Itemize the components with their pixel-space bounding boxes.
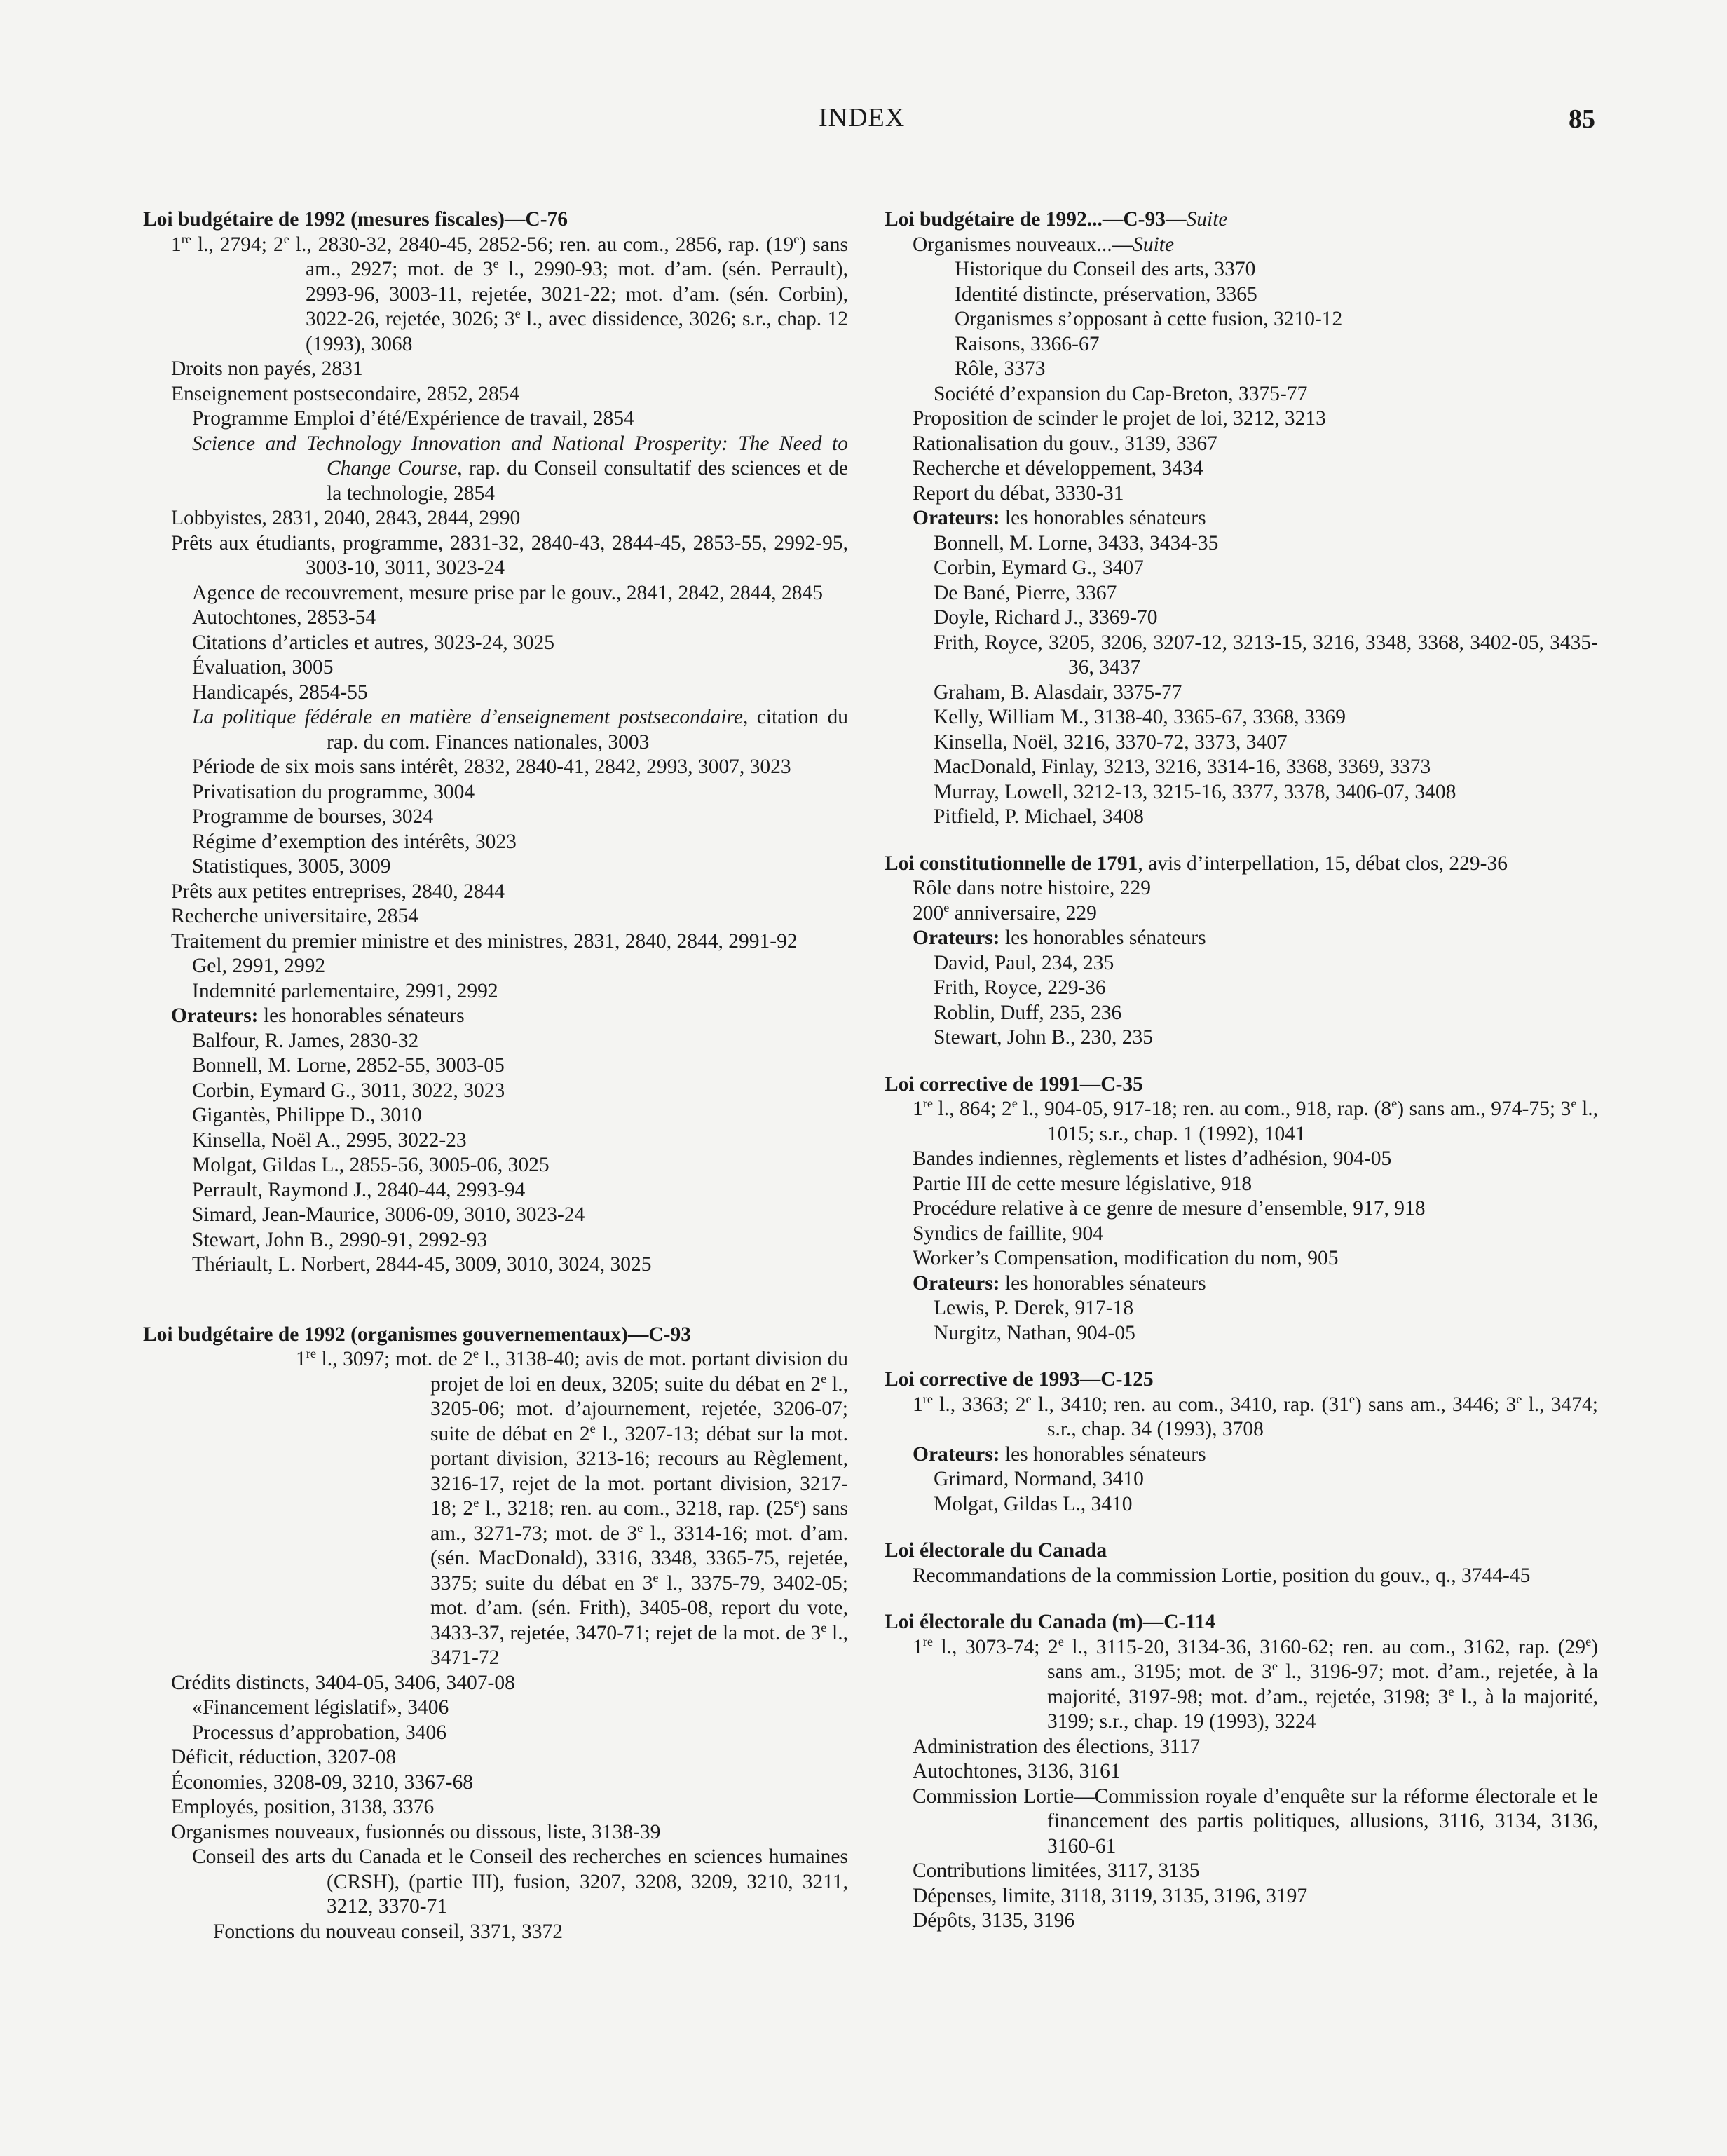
index-subentry: Prêts aux étudiants, programme, 2831-32, 2840-43, 2844-45, 2853-55, 2992-95, 3003-10, 3011, 3023-24	[171, 531, 848, 579]
index-subentry: Orateurs: les honorables sénateurs	[913, 927, 1206, 949]
index-subentry: 200e anniversaire, 229	[913, 900, 1097, 925]
index-subentry: Lobbyistes, 2831, 2040, 2843, 2844, 2990	[171, 507, 521, 529]
index-entry	[885, 1538, 1598, 1588]
index-entry	[885, 1367, 1598, 1517]
index-subentry: Traitement du premier ministre et des ministres, 2831, 2840, 2844, 2991-92	[171, 929, 798, 953]
index-subentry: Contributions limitées, 3117, 3135	[913, 1860, 1200, 1882]
index-entry	[143, 207, 848, 1278]
index-subentry: Période de six mois sans intérêt, 2832, 2840-41, 2842, 2993, 3007, 3023	[192, 756, 791, 778]
index-subentry: Orateurs: les honorables sénateurs	[913, 507, 1206, 529]
index-subentry: Organismes nouveaux, fusionnés ou dissous, liste, 3138-39	[171, 1820, 661, 1843]
index-subentry: Recommandations de la commission Lortie, position du gouv., q., 3744-45	[913, 1564, 1531, 1587]
index-subentry: Doyle, Richard J., 3369-70	[934, 606, 1158, 629]
page-header	[0, 102, 1727, 144]
index-subentry: Thériault, L. Norbert, 2844-45, 3009, 3010, 3024, 3025	[192, 1253, 652, 1276]
index-subentry: Organismes s’opposant à cette fusion, 3210-12	[955, 308, 1343, 330]
index-subentry: Graham, B. Alasdair, 3375-77	[934, 681, 1182, 704]
index-entry	[885, 1610, 1598, 1934]
index-column-right	[885, 207, 1598, 1956]
index-subentry: Science and Technology Innovation and National Prosperity: The Need to Change Course, rap. du Conseil consultatif des sciences et de la technologie, 2854	[192, 432, 848, 505]
entry-heading: Loi budgétaire de 1992 (mesures fiscales)—C-76	[143, 208, 568, 231]
index-subentry: Commission Lortie—Commission royale d’enquête sur la réforme électorale et le financement des partis politiques, allusions, 3116, 3134, 3136, 3160-61	[913, 1785, 1598, 1857]
index-entry	[143, 1323, 848, 1945]
index-subentry: Droits non payés, 2831	[171, 357, 363, 380]
index-subentry: Corbin, Eymard G., 3407	[934, 557, 1144, 579]
index-column-left	[143, 207, 848, 1966]
index-subentry: Kelly, William M., 3138-40, 3365-67, 3368, 3369	[934, 706, 1346, 728]
index-subentry: Raisons, 3366-67	[955, 332, 1100, 355]
index-subentry: Simard, Jean-Maurice, 3006-09, 3010, 3023-24	[192, 1203, 585, 1226]
index-subentry: Lewis, P. Derek, 917-18	[934, 1297, 1134, 1319]
index-subentry: Administration des élections, 3117	[913, 1735, 1201, 1758]
index-subentry: Rôle dans notre histoire, 229	[913, 877, 1152, 899]
index-subentry: Recherche et développement, 3434	[913, 457, 1203, 479]
index-subentry: Orateurs: les honorables sénateurs	[913, 1271, 1206, 1295]
index-subentry: Syndics de faillite, 904	[913, 1222, 1104, 1245]
entry-heading: Loi constitutionnelle de 1791, avis d’interpellation, 15, débat clos, 229-36	[885, 852, 1508, 875]
index-subentry: Rôle, 3373	[955, 357, 1046, 380]
index-subentry: Enseignement postsecondaire, 2852, 2854	[171, 382, 520, 405]
index-subentry: Stewart, John B., 230, 235	[934, 1026, 1154, 1049]
index-subentry: Autochtones, 3136, 3161	[913, 1760, 1121, 1782]
index-subentry: 1re l., 864; 2e l., 904-05, 917-18; ren. au com., 918, rap. (8e) sans am., 974-75; 3e l., 1015; s.r., chap. 1 (1992), 1041	[913, 1096, 1598, 1145]
index-subentry: Statistiques, 3005, 3009	[192, 855, 391, 878]
index-subentry: 1re l., 3097; mot. de 2e l., 3138-40; avis de mot. portant division du projet de loi en deux, 3205; suite du débat en 2e l., 3205-06; mot. d’ajournement, rejetée, 3206-07; suite de débat en 2e l., 3207-13; débat sur la mot. portant division, 3213-16; recours au Règlement, 3216-17, rejet de la mot. portant division, 3217-18; 2e l., 3218; ren. au com., 3218, rap. (25e) sans am., 3271-73; mot. de 3e l., 3314-16; mot. d’am. (sén. MacDonald), 3316, 3348, 3365-75, rejetée, 3375; suite du débat en 3e l., 3375-79, 3402-05; mot. d’am. (sén. Frith), 3405-08, report du vote, 3433-37, rejetée, 3470-71; rejet de la mot. de 3e l., 3471-72	[296, 1346, 849, 1669]
index-subentry: Procédure relative à ce genre de mesure d’ensemble, 917, 918	[913, 1197, 1426, 1220]
index-subentry: Orateurs: les honorables sénateurs	[171, 1004, 465, 1027]
entry-heading: Loi corrective de 1991—C-35	[885, 1072, 1143, 1096]
index-subentry: Autochtones, 2853-54	[192, 606, 376, 629]
index-subentry: Stewart, John B., 2990-91, 2992-93	[192, 1228, 488, 1251]
index-subentry: Balfour, R. James, 2830-32	[192, 1029, 419, 1052]
index-subentry: Nurgitz, Nathan, 904-05	[934, 1321, 1135, 1344]
index-subentry: Report du débat, 3330-31	[913, 482, 1124, 505]
index-subentry: Économies, 3208-09, 3210, 3367-68	[171, 1770, 473, 1794]
page-number: 85	[1569, 104, 1595, 134]
index-subentry: Historique du Conseil des arts, 3370	[955, 258, 1256, 280]
index-subentry: Privatisation du programme, 3004	[192, 780, 475, 803]
index-subentry: Gigantès, Philippe D., 3010	[192, 1104, 422, 1126]
entry-heading: Loi électorale du Canada	[885, 1539, 1107, 1562]
index-entry	[885, 852, 1598, 1051]
index-subentry: 1re l., 3073-74; 2e l., 3115-20, 3134-36, 3160-62; ren. au com., 3162, rap. (29e) sans am., 3195; mot. de 3e l., 3196-97; mot. d’am., rejetée, à la majorité, 3197-98; mot. d’am., rejetée, 3198; 3e l., à la majorité, 3199; s.r., chap. 19 (1993), 3224	[913, 1634, 1599, 1733]
index-subentry: Fonctions du nouveau conseil, 3371, 3372	[213, 1920, 563, 1943]
index-entry	[885, 1072, 1598, 1346]
index-subentry: Bandes indiennes, règlements et listes d’adhésion, 904-05	[913, 1147, 1392, 1170]
index-subentry: Déficit, réduction, 3207-08	[171, 1746, 397, 1768]
index-subentry: Orateurs: les honorables sénateurs	[913, 1442, 1206, 1466]
index-subentry: Évaluation, 3005	[192, 656, 334, 678]
index-subentry: Frith, Royce, 229-36	[934, 976, 1106, 999]
index-subentry: Gel, 2991, 2992	[192, 955, 326, 977]
index-subentry: Rationalisation du gouv., 3139, 3367	[913, 432, 1217, 455]
index-subentry: Citations d’articles et autres, 3023-24, 3025	[192, 631, 554, 654]
index-subentry: Grimard, Normand, 3410	[934, 1468, 1144, 1490]
index-subentry: Employés, position, 3138, 3376	[171, 1796, 435, 1818]
running-title: INDEX	[819, 103, 906, 132]
index-subentry: Murray, Lowell, 3212-13, 3215-16, 3377, 3378, 3406-07, 3408	[934, 780, 1456, 803]
index-subentry: Dépôts, 3135, 3196	[913, 1909, 1075, 1932]
entry-heading: Loi électorale du Canada (m)—C-114	[885, 1611, 1215, 1633]
index-subentry: Dépenses, limite, 3118, 3119, 3135, 3196, 3197	[913, 1884, 1308, 1907]
entry-heading: Loi budgétaire de 1992 (organismes gouvernementaux)—C-93	[143, 1323, 691, 1346]
index-subentry: «Financement législatif», 3406	[192, 1696, 449, 1719]
index-subentry: Kinsella, Noël, 3216, 3370-72, 3373, 3407	[934, 730, 1288, 753]
index-subentry: Processus d’approbation, 3406	[192, 1721, 446, 1744]
index-subentry: Molgat, Gildas L., 2855-56, 3005-06, 3025	[192, 1154, 550, 1176]
index-subentry: Roblin, Duff, 235, 236	[934, 1001, 1122, 1024]
index-subentry: Indemnité parlementaire, 2991, 2992	[192, 979, 498, 1002]
index-subentry: La politique fédérale en matière d’enseignement postsecondaire, citation du rap. du com. Finances nationales, 3003	[192, 706, 848, 753]
index-subentry: Worker’s Compensation, modification du nom, 905	[913, 1247, 1339, 1269]
index-subentry: Programme Emploi d’été/Expérience de travail, 2854	[192, 407, 634, 430]
index-subentry: Pitfield, P. Michael, 3408	[934, 805, 1144, 828]
index-subentry: Bonnell, M. Lorne, 3433, 3434-35	[934, 531, 1219, 554]
index-subentry: De Bané, Pierre, 3367	[934, 581, 1117, 604]
index-subentry: MacDonald, Finlay, 3213, 3216, 3314-16, 3368, 3369, 3373	[934, 756, 1431, 778]
index-subentry: Crédits distincts, 3404-05, 3406, 3407-08	[171, 1671, 515, 1694]
index-subentry: Société d’expansion du Cap-Breton, 3375-77	[934, 382, 1308, 405]
index-subentry: Corbin, Eymard G., 3011, 3022, 3023	[192, 1079, 505, 1102]
index-subentry: Perrault, Raymond J., 2840-44, 2993-94	[192, 1178, 526, 1201]
index-subentry: Molgat, Gildas L., 3410	[934, 1492, 1133, 1515]
index-subentry: Prêts aux petites entreprises, 2840, 2844	[171, 880, 505, 903]
entry-heading: Loi budgétaire de 1992...—C-93—Suite	[885, 208, 1228, 231]
index-subentry: Bonnell, M. Lorne, 2852-55, 3003-05	[192, 1054, 505, 1077]
index-subentry: Handicapés, 2854-55	[192, 681, 368, 704]
index-subentry: Frith, Royce, 3205, 3206, 3207-12, 3213-15, 3216, 3348, 3368, 3402-05, 3435-36, 3437	[934, 631, 1598, 678]
entry-heading: Loi corrective de 1993—C-125	[885, 1368, 1154, 1391]
index-subentry: 1re l., 2794; 2e l., 2830-32, 2840-45, 2852-56; ren. au com., 2856, rap. (19e) sans am., 2927; mot. de 3e l., 2990-93; mot. d’am. (sén. Perrault), 2993-96, 3003-11, rejetée, 3021-22; mot. d’am. (sén. Corbin), 3022-26, rejetée, 3026; 3e l., avec dissidence, 3026; s.r., chap. 12 (1993), 3068	[171, 231, 848, 355]
index-subentry: Programme de bourses, 3024	[192, 805, 434, 828]
index-subentry: Partie III de cette mesure législative, 918	[913, 1172, 1252, 1195]
index-subentry: Régime d’exemption des intérêts, 3023	[192, 830, 517, 853]
index-subentry: Conseil des arts du Canada et le Conseil des recherches en sciences humaines (CRSH), (partie III), fusion, 3207, 3208, 3209, 3210, 3211, 3212, 3370-71	[192, 1845, 848, 1918]
index-subentry: Recherche universitaire, 2854	[171, 905, 419, 927]
index-subentry: Agence de recouvrement, mesure prise par le gouv., 2841, 2842, 2844, 2845	[192, 581, 824, 604]
index-subentry: Organismes nouveaux...—Suite	[913, 233, 1175, 256]
index-subentry: Proposition de scinder le projet de loi, 3212, 3213	[913, 407, 1326, 430]
index-subentry: Kinsella, Noël A., 2995, 3022-23	[192, 1128, 467, 1152]
index-subentry: 1re l., 3363; 2e l., 3410; ren. au com., 3410, rap. (31e) sans am., 3446; 3e l., 3474; s.r., chap. 34 (1993), 3708	[913, 1391, 1598, 1440]
index-subentry: Identité distincte, préservation, 3365	[955, 282, 1257, 306]
index-entry	[885, 207, 1598, 830]
index-subentry: David, Paul, 234, 235	[934, 951, 1114, 974]
